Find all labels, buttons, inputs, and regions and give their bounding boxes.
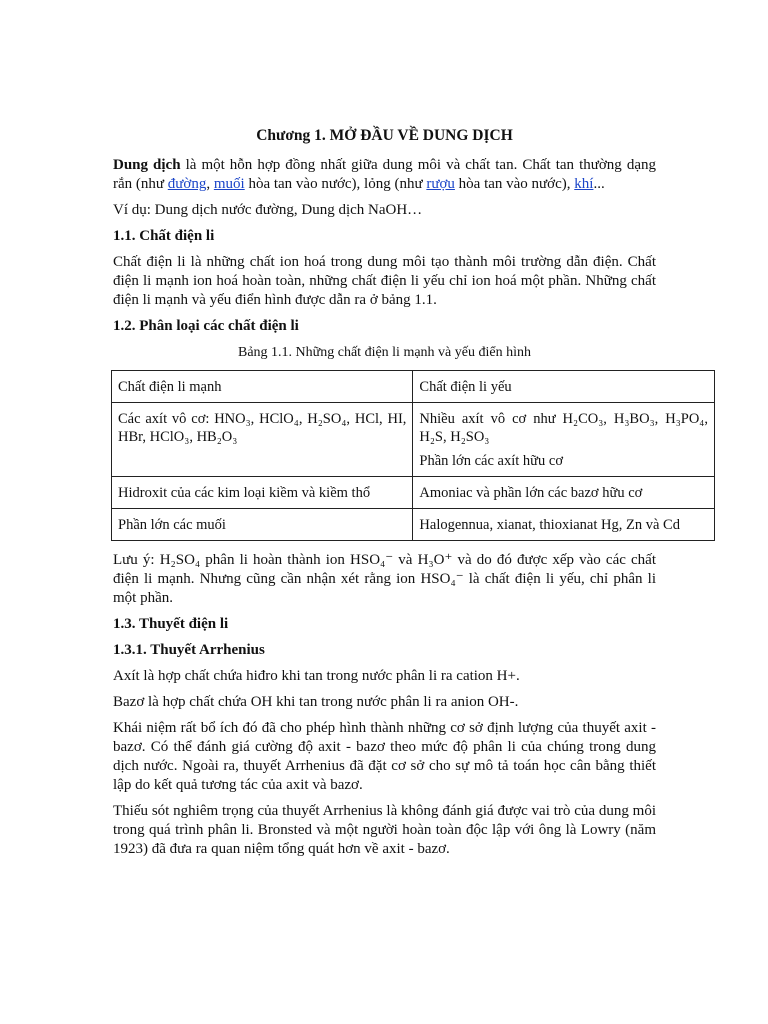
document-content (113, 126, 708, 866)
table-row (112, 509, 715, 541)
electrolyte-table (111, 370, 715, 541)
header-weak: Chất điện li yếu (413, 371, 715, 403)
intro-text-5: ... (593, 176, 605, 192)
cell-strong-acids (112, 403, 413, 477)
table-row (112, 477, 715, 509)
heading-1-3-1: 1.3.1. Thuyết Arrhenius (113, 642, 265, 658)
header-strong: Chất điện li mạnh (112, 371, 413, 403)
cell-weak-bases: Amoniac và phần lớn các bazơ hữu cơ (413, 477, 715, 509)
heading-1-2: 1.2. Phân loại các chất điện li (113, 318, 299, 334)
cell-strong-bases: Hidroxit của các kim loại kiềm và kiềm thổ (112, 477, 413, 509)
cell-weak-acids (413, 403, 715, 477)
intro-term: Dung dịch (113, 157, 181, 173)
cell-text: Các axít vô cơ: HNO₃, HClO₄, H₂SO₄, HCl, HI, HBr, HClO₃, HB₂O₃ (118, 411, 407, 445)
example-line: Ví dụ: Dung dịch nước đường, Dung dịch NaOH… (113, 202, 423, 218)
heading-1-3: 1.3. Thuyết điện li (113, 616, 229, 632)
table-caption: Bảng 1.1. Những chất điện li mạnh và yếu điển hình (238, 345, 531, 360)
intro-text-2: , (206, 176, 214, 192)
arrhenius-base: Bazơ là hợp chất chứa OH khi tan trong nước phân li ra anion OH-. (113, 694, 519, 710)
intro-text-1: là một hỗn hợp đồng nhất giữa dung môi và chất tan. Chất tan thường dạng rắn (như (113, 157, 656, 192)
table-row (112, 371, 715, 403)
arrhenius-limitation: Thiếu sót nghiêm trọng của thuyết Arrhenius là không đánh giá được vai trò của dung môi trong quá trình phân li. Bronsted và một người hoàn toàn độc lập với ông là Lowry (năm 1923) đã đưa ra quan niệm tổng quát hơn về axit - bazơ. (113, 803, 656, 857)
cell-strong-salts: Phần lớn các muối (112, 509, 413, 541)
link-ruou[interactable]: rượu (426, 176, 455, 192)
chapter-title: Chương 1. MỞ ĐẦU VỀ DUNG DỊCH (256, 127, 513, 144)
heading-1-1: 1.1. Chất điện li (113, 228, 215, 244)
cell-text: Phần lớn các axít hữu cơ (419, 453, 563, 469)
link-khi[interactable]: khí (574, 176, 594, 192)
cell-text: Nhiều axít vô cơ như H₂CO₃, H₃BO₃, H₃PO₄, H₂S, H₂SO₃ (419, 411, 708, 445)
arrhenius-concept: Khái niệm rất bổ ích đó đã cho phép hình thành những cơ sở định lượng của thuyết axit - bazơ. Có thể đánh giá cường độ axit - bazơ theo mức độ phân li của chúng trong dung dịch nước. Ngoài ra, thuyết Arrhenius đã đặt cơ sở cho sự mô tả toán học cân bằng thiết lập do kết quả tương tác của axit và bazơ. (113, 720, 656, 793)
link-duong[interactable]: đường (167, 176, 207, 192)
arrhenius-acid: Axít là hợp chất chứa hiđro khi tan trong nước phân li ra cation H+. (113, 668, 520, 684)
intro-text-4: hòa tan vào nước), (454, 176, 575, 192)
note-paragraph: Lưu ý: H₂SO₄ phân li hoàn thành ion HSO₄⁻ và H₃O⁺ và do đó được xếp vào các chất điện li mạnh. Nhưng cũng cần nhận xét rằng ion HSO₄⁻ là chất điện li yếu, chỉ phân li một phần. (113, 552, 656, 606)
cell-weak-salts: Halogennua, xianat, thioxianat Hg, Zn và Cd (413, 509, 715, 541)
table-row (112, 403, 715, 477)
intro-paragraph (113, 156, 656, 194)
paragraph-1-1: Chất điện li là những chất ion hoá trong dung môi tạo thành môi trường dẫn điện. Chất điện li mạnh ion hoá hoàn toàn, những chất điện li yếu chỉ ion hoá một phần. Những chất điện li mạnh và yếu điển hình được dẫn ra ở bảng 1.1. (113, 254, 656, 308)
intro-text-3: hòa tan vào nước), lỏng (như (244, 176, 427, 192)
link-muoi[interactable]: muối (213, 176, 245, 192)
